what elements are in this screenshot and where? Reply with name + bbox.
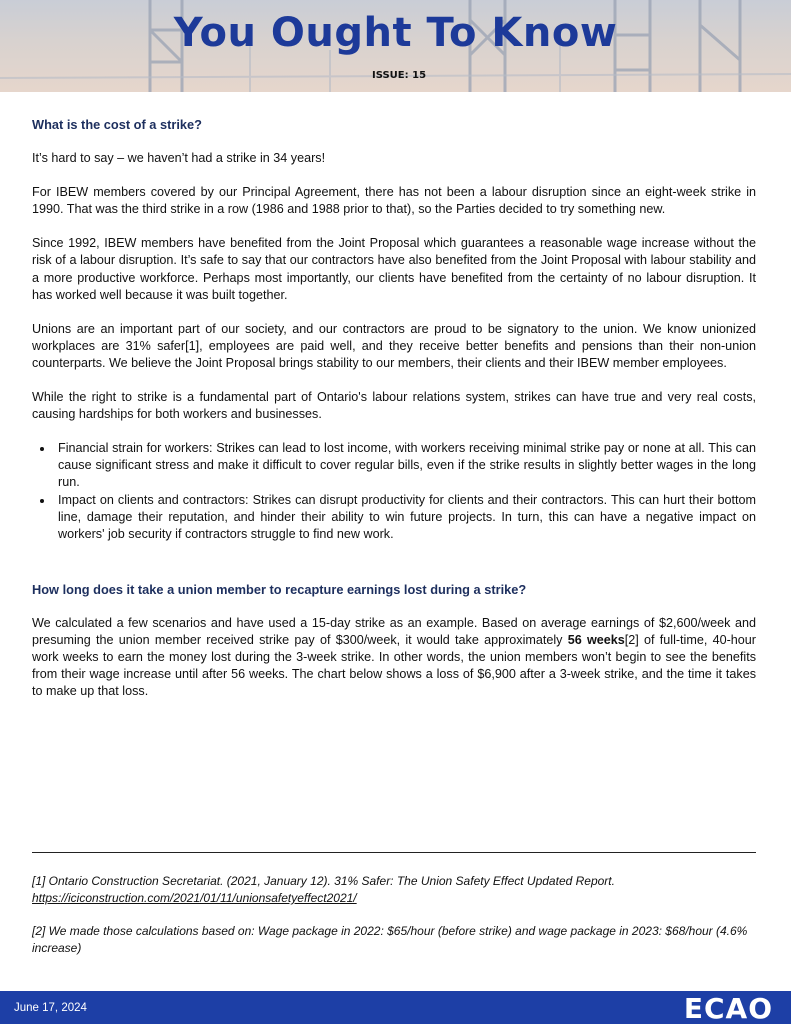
newsletter-banner [0,0,791,92]
issue-number: ISSUE: 15 [372,70,427,81]
paragraph: While the right to strike is a fundamental part of Ontario's labour relations system, strikes can have true and very real costs, causing hardships for both workers and businesses. [32,390,756,422]
article-body [32,116,756,717]
publication-date: June 17, 2024 [14,1002,87,1014]
footnote-1 [32,873,756,907]
paragraph: It’s hard to say – we haven’t had a strike in 34 years! [32,151,326,166]
footnote-1-link[interactable]: https://iciconstruction.com/2021/01/11/unionsafetyeffect2021/ [32,891,357,905]
footnote-divider [32,852,756,853]
paragraph: Unions are an important part of our society, and our contractors are proud to be signatory to the union. We know unionized workplaces are 31% safer[1], employees are paid well, and they receive better benefits and pensions than their non-union counterparts. We believe the Joint Proposal brings stability to our members, their clients and their IBEW member employees. [32,321,756,370]
paragraph: Since 1992, IBEW members have benefited from the Joint Proposal which guarantees a reasonable wage increase without the risk of a labour disruption. It’s safe to say that our contractors have also benefited from the Joint Proposal with labour stability and a more productive workforce. Perhaps most importantly, our clients have benefited from the certainty of no labour disruption. It has worked well because it was built together. [32,236,756,302]
paragraph-calculation [32,615,756,700]
text-segment: [2] of full-time, 40-hour work weeks to earn the money lost during the 3-week strike. In other words, the union members won’t begin to see the benefits from their wage increase until after 56 weeks. The chart below shows a loss of $6,900 after a 3-week strike, and the time it takes to make up that loss. [32,632,756,699]
bullet-list [32,440,756,543]
ecao-logo: ECAO [683,992,773,1025]
section-heading-cost: What is the cost of a strike? [32,117,202,132]
paragraph: For IBEW members covered by our Principal Agreement, there has not been a labour disruption since an eight-week strike in 1990. That was the third strike in a row (1986 and 1988 prior to that), so the Parties decided to try something new. [32,185,756,217]
page-footer [0,991,791,1024]
footnote-1-text: [1] Ontario Construction Secretariat. (2021, January 12). 31% Safer: The Union Safety Effect Updated Report. [32,874,615,888]
section-heading-recapture: How long does it take a union member to recapture earnings lost during a strike? [32,581,527,597]
footnote-2: [2] We made those calculations based on: Wage package in 2022: $65/hour (before strike) and wage package in 2023: $68/hour (4.6% increase) [32,924,748,955]
highlight-weeks: 56 weeks [567,632,625,647]
list-item: • Financial strain for workers: Strikes can lead to lost income, with workers receiving minimal strike pay or none at all. This can cause significant stress and make it difficult to cover regular bills, even if the strike results in slightly better wages in the long run. [54,440,756,491]
list-item: • Impact on clients and contractors: Strikes can disrupt productivity for clients and their contractors. This can hurt their bottom line, damage their reputation, and hinder their ability to win future projects. In turn, this can have a negative impact on workers' job security if contractors struggle to find new work. [54,492,756,543]
footnotes [32,873,756,973]
newsletter-title: You Ought To Know [173,10,618,56]
text-segment: We calculated a few scenarios and have used a 15-day strike as an example. Based on average earnings of $2,600/week and presuming the union member received strike pay of $300/week, it would take approximately [32,615,756,647]
